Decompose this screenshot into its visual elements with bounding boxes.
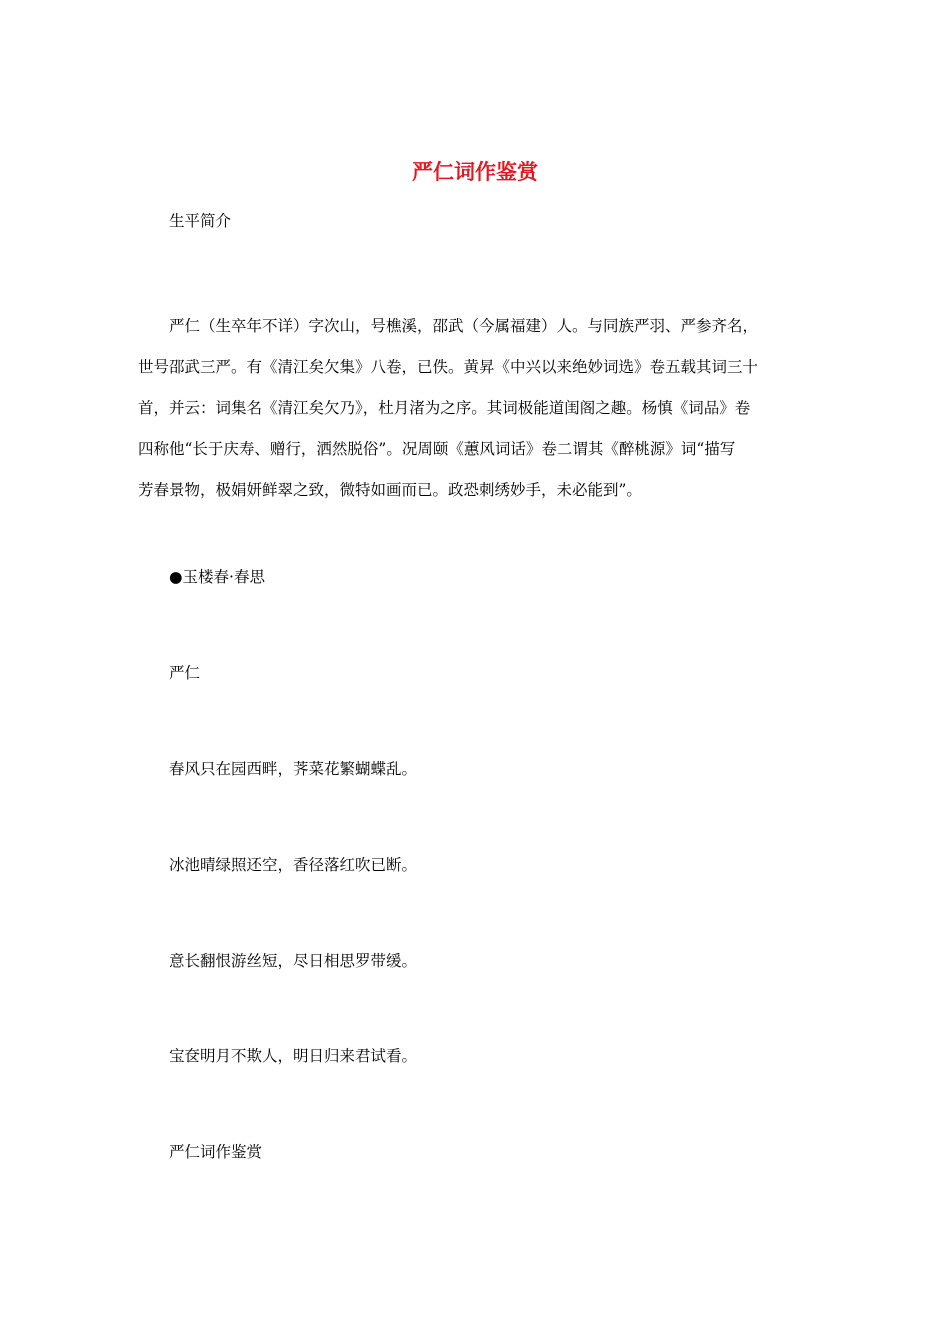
- poem-line: 宝奁明月不欺人，明日归来君试看。: [169, 1047, 418, 1065]
- bio-line: 四称他“长于庆寿、赠行，洒然脱俗”。况周颐《蕙风词话》卷二谓其《醉桃源》词“描写: [138, 440, 736, 458]
- page-title: 严仁词作鉴赏: [412, 159, 538, 184]
- bio-line: 首，并云：词集名《清江矣欠乃》，杜月渚为之序。其词极能道闺阁之趣。杨慎《词品》卷: [138, 399, 751, 417]
- section-heading: 生平简介: [169, 212, 232, 230]
- poem-line: 春风只在园西畔，荠菜花繁蝴蝶乱。: [169, 760, 418, 778]
- bio-line: 严仁（生卒年不详）字次山，号樵溪，邵武（今属福建）人。与同族严羽、严参齐名，: [169, 317, 759, 335]
- bio-line: 芳春景物，极娟妍鲜翠之致，微特如画而已。政恐刺绣妙手，未必能到”。: [138, 481, 642, 499]
- bio-line: 世号邵武三严。有《清江矣欠集》八卷，已佚。黄昇《中兴以来绝妙词选》卷五载其词三十: [138, 358, 759, 376]
- poem-line: 意长翻恨游丝短，尽日相思罗带缓。: [169, 952, 418, 970]
- poem-title: ●玉楼春·春思: [169, 568, 265, 586]
- poem-line: 冰池晴绿照还空，香径落红吹已断。: [169, 856, 418, 874]
- footer-text: 严仁词作鉴赏: [169, 1143, 263, 1161]
- biography-paragraph: [138, 306, 814, 511]
- poem-author: 严仁: [169, 664, 201, 682]
